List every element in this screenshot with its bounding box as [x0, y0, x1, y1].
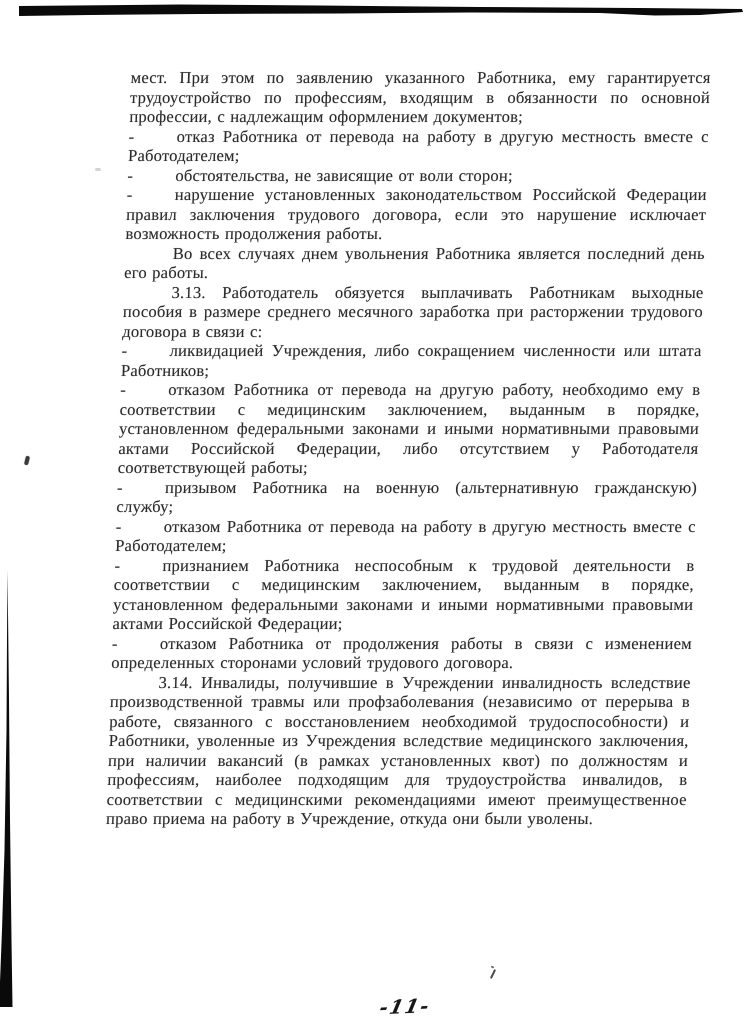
paragraph-3-13 [122, 283, 704, 342]
stray-pen-tick [490, 969, 496, 979]
paragraph-text: нарушение установленных законодательством Российской Федерации правил заключения трудового договора, если это нарушение исключает возможность продолжения работы. [125, 185, 708, 243]
paragraph-text: обстоятельства, не зависящие от воли сторон; [175, 165, 514, 185]
paragraph-3-14 [106, 673, 691, 829]
paragraph-text: призывом Работника на военную (альтернативную гражданскую) службу; [116, 477, 698, 516]
bullet-dash: - [128, 126, 135, 146]
handwritten-page-number: -11- [377, 995, 433, 1020]
paragraph-text: мест. При этом по заявлению указанного Работника, ему гарантируется трудоустройство по профессиям, входящим в обязанности по основной профессии, с надлежащим оформлением документов; [129, 68, 712, 126]
bullet-paragraph [112, 556, 695, 634]
paragraph-text: отказом Работника от перевода на другую работу, необходимо ему в соответствии с медицинским заключением, выданным в порядке, установленном федеральными законами и иными нормативными правовыми актами Российской Федерации, либо отсутствием у Работодателя соответствующей работы; [117, 380, 701, 477]
paragraph [129, 68, 711, 127]
bullet-paragraph [111, 634, 692, 673]
paragraph-text: 3.14. Инвалиды, получившие в Учреждении инвалидность вследствие производственной травмы или профзаболевания (независимо от перерыва в работе, связанного с восстановлением необходимой трудоспособности) и Работники, уволенные из Учреждения вследствие медицинского заключения, при наличии вакансий (в рамках установленных квот) по должностям и профессиям, наиболее подходящим для трудоустройства инвалидов, в соответствии с медицинскими рекомендациями имеют преимущественное право приема на работу в Учреждение, откуда они были уволены. [105, 672, 691, 828]
bullet-paragraph [117, 380, 700, 478]
bullet-dash: - [114, 555, 121, 575]
bullet-paragraph [128, 127, 709, 166]
bullet-paragraph [116, 478, 697, 517]
bullet-paragraph [127, 166, 708, 186]
bullet-paragraph [115, 517, 696, 556]
bullet-dash: - [115, 516, 122, 536]
scan-speck [95, 168, 101, 171]
scan-artifact-top-band [0, 0, 747, 24]
bullet-paragraph [125, 185, 707, 244]
document-text-block [106, 68, 711, 829]
bullet-dash: - [127, 165, 134, 185]
paragraph-text: Во всех случаях днем увольнения Работника является последний день его работы. [123, 243, 706, 282]
paragraph-text: отказом Работника от перевода на работу в другую местность вместе с Работодателем; [114, 516, 697, 555]
paragraph-text: 3.13. Работодатель обязуется выплачивать Работникам выходные пособия в размере среднего месячного заработка при расторжении трудового договора в связи с: [121, 282, 704, 341]
paragraph-text: отказ Работника от перевода на работу в другую местность вместе с Работодателем; [127, 126, 710, 165]
bullet-dash: - [126, 185, 133, 204]
margin-pen-mark [24, 456, 30, 466]
bullet-paragraph [121, 341, 702, 380]
paragraph-text: отказом Работника от продолжения работы в связи с изменением определенных сторонами условий трудового договора. [110, 633, 693, 672]
paragraph-text: ликвидацией Учреждения, либо сокращением численности или штата Работников; [120, 341, 702, 380]
paragraph [124, 244, 705, 283]
scan-artifact-left-edge [0, 0, 20, 1024]
bullet-dash: - [120, 380, 127, 399]
bullet-dash: - [111, 633, 118, 653]
bullet-dash: - [121, 341, 128, 360]
bullet-dash: - [116, 477, 124, 497]
paragraph-text: признанием Работника неспособным к трудовой деятельности в соответствии с медицинским заключением, выданным в порядке, установленном федеральными законами и иными нормативными правовыми актами Российской Федерации; [112, 555, 695, 633]
